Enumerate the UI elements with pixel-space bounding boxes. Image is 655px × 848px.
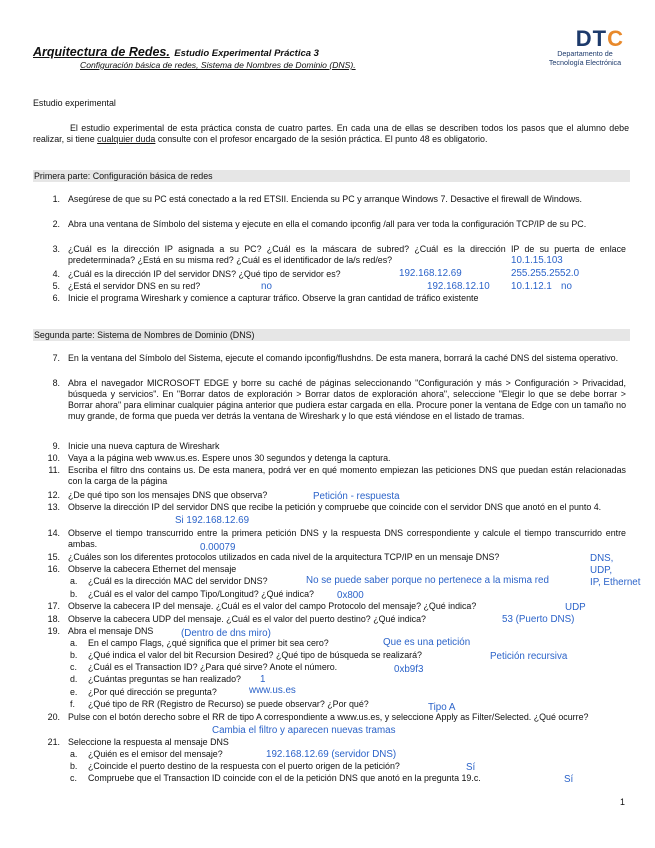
answer-19d: 1 (260, 674, 266, 685)
item-13: Observe la dirección IP del servidor DNS que recibe la petición y compruebe que coincide con el servidor DNS que anotó en el punto 4. (68, 502, 602, 512)
intro-heading: Estudio experimental (33, 98, 116, 108)
item-number: 14. (47, 528, 60, 538)
answer-5-net: 10.1.12.1 (511, 281, 552, 292)
section-part1-heading: Primera parte: Configuración básica de redes (33, 170, 630, 182)
logo-c-letter: C (607, 26, 624, 51)
answer-19f: Tipo A (428, 702, 456, 713)
item-19d: ¿Cuántas preguntas se han realizado? (88, 674, 241, 684)
intro-link: cualquier duda (97, 134, 156, 144)
answer-5-ip: 192.168.12.10 (427, 281, 490, 292)
intro-text-2: consulte con el profesor encargado de la sesión práctica. El punto 48 es obligatorio. (157, 134, 488, 144)
answer-12: Petición - respuesta (313, 491, 400, 502)
practice-title: Estudio Experimental Práctica 3 (174, 48, 319, 59)
item-16a: ¿Cuál es la dirección MAC del servidor DNS? (88, 576, 268, 586)
item-11: Escriba el filtro dns contains us. De esta manera, podrá ver en qué momento empiezan las peticiones DNS que puedan están relacionadas con la carga de la página (68, 465, 626, 486)
document-title (33, 43, 319, 61)
section-part2-heading: Segunda parte: Sistema de Nombres de Dominio (DNS) (33, 329, 630, 341)
item-8: Abra el navegador MICROSOFT EDGE y borre su caché de páginas seleccionando "Configuración y más > Configuración > Privacidad, búsqueda y servicios". En "Borrar datos de exploración > Borrar datos de exploración ahora", seleccione "Elegir lo que se debe borrar > Borrar ahora" para eliminar cualquier página anterior que pudiera estar cargada en ella. Procure poner la ventana de Edge con un tamaño no muy grande, de forma que pueda ver detrás la ventana de Wireshark y lo que está viéndose en el listado de tramas. (68, 378, 626, 421)
item-21b: ¿Coincide el puerto destino de la respuesta con el puerto origen de la petición? (88, 761, 400, 771)
item-9: Inicie una nueva captura de Wireshark (68, 441, 220, 451)
logo-dept-line1: Departamento de (557, 49, 613, 58)
answer-15-udp: UDP, (590, 565, 613, 576)
answer-17: UDP (565, 602, 586, 613)
item-number: 19. (47, 626, 60, 636)
item-17: Observe la cabecera IP del mensaje. ¿Cuál es el valor del campo Protocolo del mensaje? ¿Qué indica? (68, 601, 477, 611)
sub-letter: f. (70, 699, 75, 709)
answer-19c: 0xb9f3 (394, 664, 424, 675)
answer-15-dns: DNS, (590, 553, 614, 564)
intro-text-1: El estudio experimental de esta práctica consta de cuatro partes. En cada una de ellas se describen todos los pasos que el alumno debe realizar, si tiene (33, 123, 629, 144)
answer-5-no: no (261, 281, 272, 292)
answer-19: (Dentro de dns miro) (181, 628, 271, 639)
item-number: 18. (47, 614, 60, 624)
item-number: 5. (52, 281, 60, 291)
item-number: 17. (47, 601, 60, 611)
answer-20: Cambia el filtro y aparecen nuevas tramas (212, 725, 396, 736)
item-number: 8. (52, 378, 60, 388)
item-19: Abra el mensaje DNS (68, 626, 154, 636)
course-title: Arquitectura de Redes. (33, 45, 170, 59)
item-3: ¿Cuál es la dirección IP asignada a su PC? ¿Cuál es la máscara de subred? ¿Cuál es la dirección IP de su puerta de enlace predeterminada? ¿Está en su misma red? ¿Cuál es el identificador de la/s red/es? (68, 244, 626, 265)
item-number: 21. (47, 737, 60, 747)
answer-19a: Que es una petición (383, 637, 471, 648)
item-number: 12. (47, 490, 60, 500)
item-number: 13. (47, 502, 60, 512)
item-number: 4. (52, 269, 60, 279)
item-1: Asegúrese de que su PC está conectado a la red ETSII. Encienda su PC y arranque Windows 7. Desactive el firewall de Windows. (68, 194, 583, 204)
answer-19b: Petición recursiva (490, 651, 568, 662)
item-7: En la ventana del Símbolo del Sistema, ejecute el comando ipconfig/flushdns. De esta manera, borrará la caché DNS del sistema operativo. (68, 353, 619, 363)
answer-21a: 192.168.12.69 (servidor DNS) (266, 749, 397, 760)
item-16b: ¿Cuál es el valor del campo Tipo/Longitud? ¿Qué indica? (88, 589, 314, 599)
answer-18: 53 (Puerto DNS) (502, 614, 575, 625)
item-4: ¿Cuál es la dirección IP del servidor DNS? ¿Qué tipo de servidor es? (68, 269, 341, 279)
answer-13: Si 192.168.12.69 (175, 515, 250, 526)
item-21a: ¿Quién es el emisor del mensaje? (88, 749, 223, 759)
answer-19e: www.us.es (249, 685, 296, 696)
item-number: 10. (47, 453, 60, 463)
item-14: Observe el tiempo transcurrido entre la primera petición DNS y la respuesta DNS correspondiente y calcule el tiempo transcurrido entre ambas. (68, 528, 626, 549)
item-number: 1. (52, 194, 60, 204)
item-10: Vaya a la página web www.us.es. Espere unos 30 segundos y detenga la captura. (68, 453, 391, 463)
sub-letter: e. (70, 687, 78, 697)
item-number: 9. (52, 441, 60, 451)
item-19b: ¿Qué indica el valor del bit Recursion Desired? ¿Qué tipo de búsqueda se realizará? (88, 650, 422, 660)
sub-letter: b. (70, 761, 78, 771)
item-number: 2. (52, 219, 60, 229)
item-number: 16. (47, 564, 60, 574)
department-logo (540, 28, 630, 67)
item-number: 20. (47, 712, 60, 722)
item-number: 7. (52, 353, 60, 363)
item-21c: Compruebe que el Transaction ID coincide con el de la petición DNS que anotó en la pregunta 19.c. (88, 773, 481, 783)
answer-3: 10.1.15.103 (511, 255, 563, 266)
item-16: Observe la cabecera Ethernet del mensaje (68, 564, 237, 574)
item-5: ¿Está el servidor DNS en su red? (68, 281, 201, 291)
page-number: 1 (620, 797, 625, 807)
answer-21c: Sí (564, 774, 574, 785)
item-number: 11. (48, 465, 60, 475)
document-subtitle: Configuración básica de redes, Sistema de Nombres de Dominio (DNS). (80, 60, 356, 70)
sub-letter: a. (70, 638, 78, 648)
sub-letter: d. (70, 674, 78, 684)
intro-paragraph (33, 123, 629, 145)
sub-letter: c. (70, 773, 77, 783)
item-12: ¿De qué tipo son los mensajes DNS que observa? (68, 490, 268, 500)
answer-4-ip: 192.168.12.69 (399, 268, 462, 279)
sub-letter: b. (70, 589, 78, 599)
sub-letter: a. (70, 576, 78, 586)
item-6: Inicie el programa Wireshark y comience a capturar tráfico. Observe la gran cantidad de tráfico existente (68, 293, 479, 303)
answer-15-ip-ethernet: IP, Ethernet (590, 577, 641, 588)
logo-dept-line2: Tecnología Electrónica (548, 57, 622, 67)
item-number: 3. (52, 244, 60, 254)
answer-14: 0.00079 (200, 542, 236, 553)
answer-5-no2: no (561, 281, 572, 292)
sub-letter: b. (70, 650, 78, 660)
answer-21b: Sí (466, 762, 476, 773)
item-number: 6. (52, 293, 60, 303)
answer-4-mask: 255.255.2552.0 (511, 268, 580, 279)
item-18: Observe la cabecera UDP del mensaje. ¿Cuál es el valor del puerto destino? ¿Qué indica? (68, 614, 426, 624)
item-19f: ¿Qué tipo de RR (Registro de Recurso) se puede observar? ¿Por qué? (88, 699, 369, 709)
item-number: 15. (47, 552, 60, 562)
answer-16b: 0x800 (337, 590, 364, 601)
item-19a: En el campo Flags, ¿qué significa que el primer bit sea cero? (88, 638, 329, 648)
item-15: ¿Cuáles son los diferentes protocolos utilizados en cada nivel de la arquitectura TCP/IP en un mensaje DNS? (68, 552, 500, 562)
item-20: Pulse con el botón derecho sobre el RR de tipo A correspondiente a www.us.es, y seleccione Apply as Filter/Selected. ¿Qué ocurre? (68, 712, 589, 722)
sub-letter: a. (70, 749, 78, 759)
sub-letter: c. (70, 662, 77, 672)
logo-letters: DT (575, 26, 608, 51)
item-21: Seleccione la respuesta al mensaje DNS (68, 737, 229, 747)
item-19c: ¿Cuál es el Transaction ID? ¿Para qué sirve? Anote el número. (88, 662, 338, 672)
item-2: Abra una ventana de Símbolo del sistema y ejecute en ella el comando ipconfig /all para ver toda la configuración TCP/IP de su PC. (68, 219, 587, 229)
answer-16a: No se puede saber porque no pertenece a la misma red (306, 575, 549, 586)
item-19e: ¿Por qué dirección se pregunta? (88, 687, 217, 697)
